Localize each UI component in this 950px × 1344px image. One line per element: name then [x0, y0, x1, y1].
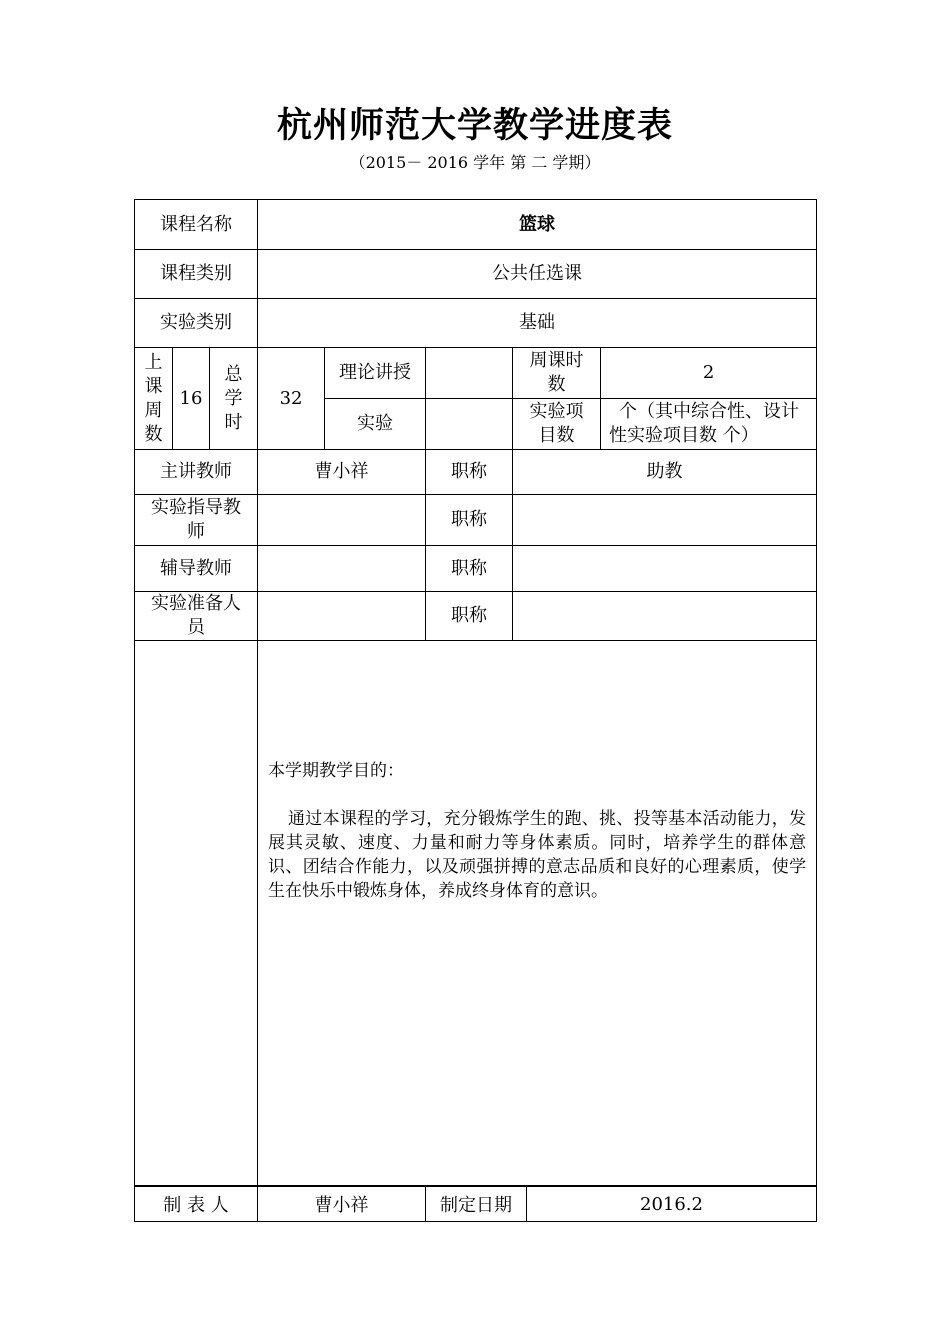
lab-hours-label: 实验: [325, 399, 426, 450]
lab-guide-label: [135, 495, 258, 546]
lab-guide-label-text: 实验指导教师: [151, 497, 241, 543]
lead-teacher-row: [135, 450, 817, 495]
page-title: 杭州师范大学教学进度表: [276, 106, 673, 146]
lab-prep-label-text: 实验准备人员: [151, 593, 241, 639]
lead-title-value[interactable]: 助教: [513, 450, 817, 495]
lab-type-value[interactable]: 基础: [258, 299, 817, 348]
tutor-title-label: 职称: [426, 546, 513, 592]
lab-guide-name[interactable]: [258, 495, 426, 546]
lab-items-label-text: 实验项目数: [529, 401, 584, 447]
lab-hours-value[interactable]: [426, 399, 513, 450]
maker-label: 制 表 人: [135, 1187, 258, 1222]
lecture-label: 理论讲授: [325, 348, 426, 399]
weeks-value[interactable]: 16: [173, 348, 210, 450]
lead-teacher-label: 主讲教师: [135, 450, 258, 495]
tutor-title-value[interactable]: [513, 546, 817, 592]
maker-value[interactable]: 曹小祥: [258, 1187, 426, 1222]
tutor-row: [135, 546, 817, 592]
lab-prep-title-label: 职称: [426, 592, 513, 641]
lab-type-label: 实验类别: [135, 299, 258, 348]
weekly-hours-label-text: 周课时数: [529, 350, 584, 396]
lab-type-row: [135, 299, 817, 348]
tutor-name[interactable]: [258, 546, 426, 592]
lab-guide-title-value[interactable]: [513, 495, 817, 546]
weeks-label: [135, 348, 173, 450]
tutor-label: 辅导教师: [135, 546, 258, 592]
lab-prep-row: [135, 592, 817, 641]
course-type-row: [135, 250, 817, 299]
date-label: 制定日期: [426, 1187, 527, 1222]
course-name-label: 课程名称: [135, 200, 258, 250]
lead-title-label: 职称: [426, 450, 513, 495]
lab-guide-row: [135, 495, 817, 546]
footer-table: [134, 1186, 817, 1222]
lab-items-value-text: 个（其中综合性、设计性实验项目数 个）: [609, 401, 800, 447]
date-value[interactable]: 2016.2: [527, 1187, 817, 1222]
course-name-value[interactable]: 篮球: [258, 200, 817, 250]
lab-items-label: [513, 399, 601, 450]
purpose-row: [135, 641, 817, 1186]
lead-teacher-name[interactable]: 曹小祥: [258, 450, 426, 495]
lab-prep-title-value[interactable]: [513, 592, 817, 641]
total-hours-value[interactable]: 32: [258, 348, 325, 450]
weekly-hours-label: [513, 348, 601, 399]
lab-prep-label: [135, 592, 258, 641]
course-type-label: 课程类别: [135, 250, 258, 299]
schedule-form: [134, 199, 817, 1222]
total-hours-label: [210, 348, 258, 450]
weekly-hours-value[interactable]: 2: [601, 348, 817, 399]
lab-prep-name[interactable]: [258, 592, 426, 641]
course-type-value[interactable]: 公共任选课: [258, 250, 817, 299]
weeks-label-text: 上课周数: [144, 351, 163, 445]
purpose-cell[interactable]: [258, 641, 817, 1186]
lab-items-value[interactable]: [601, 399, 817, 450]
course-name-row: [135, 200, 817, 250]
purpose-body: 通过本课程的学习，充分锻炼学生的跑、挑、投等基本活动能力，发展其灵敏、速度、力量和耐力等身体素质。同时，培养学生的群体意识、团结合作能力，以及顽强拼搏的意志品质和良好的心理素质，使学生在快乐中锻炼身体，养成终身体育的意识。: [268, 809, 807, 902]
hours-row-1: [135, 348, 817, 399]
purpose-side-cell: [135, 641, 258, 1186]
lecture-value[interactable]: [426, 348, 513, 399]
total-hours-label-text: 总学时: [224, 363, 243, 433]
semester-subtitle: （2015－ 2016 学年 第 二 学期）: [349, 153, 601, 172]
purpose-block: [258, 641, 816, 903]
purpose-heading: 本学期教学目的：: [268, 761, 405, 782]
lab-guide-title-label: 职称: [426, 495, 513, 546]
